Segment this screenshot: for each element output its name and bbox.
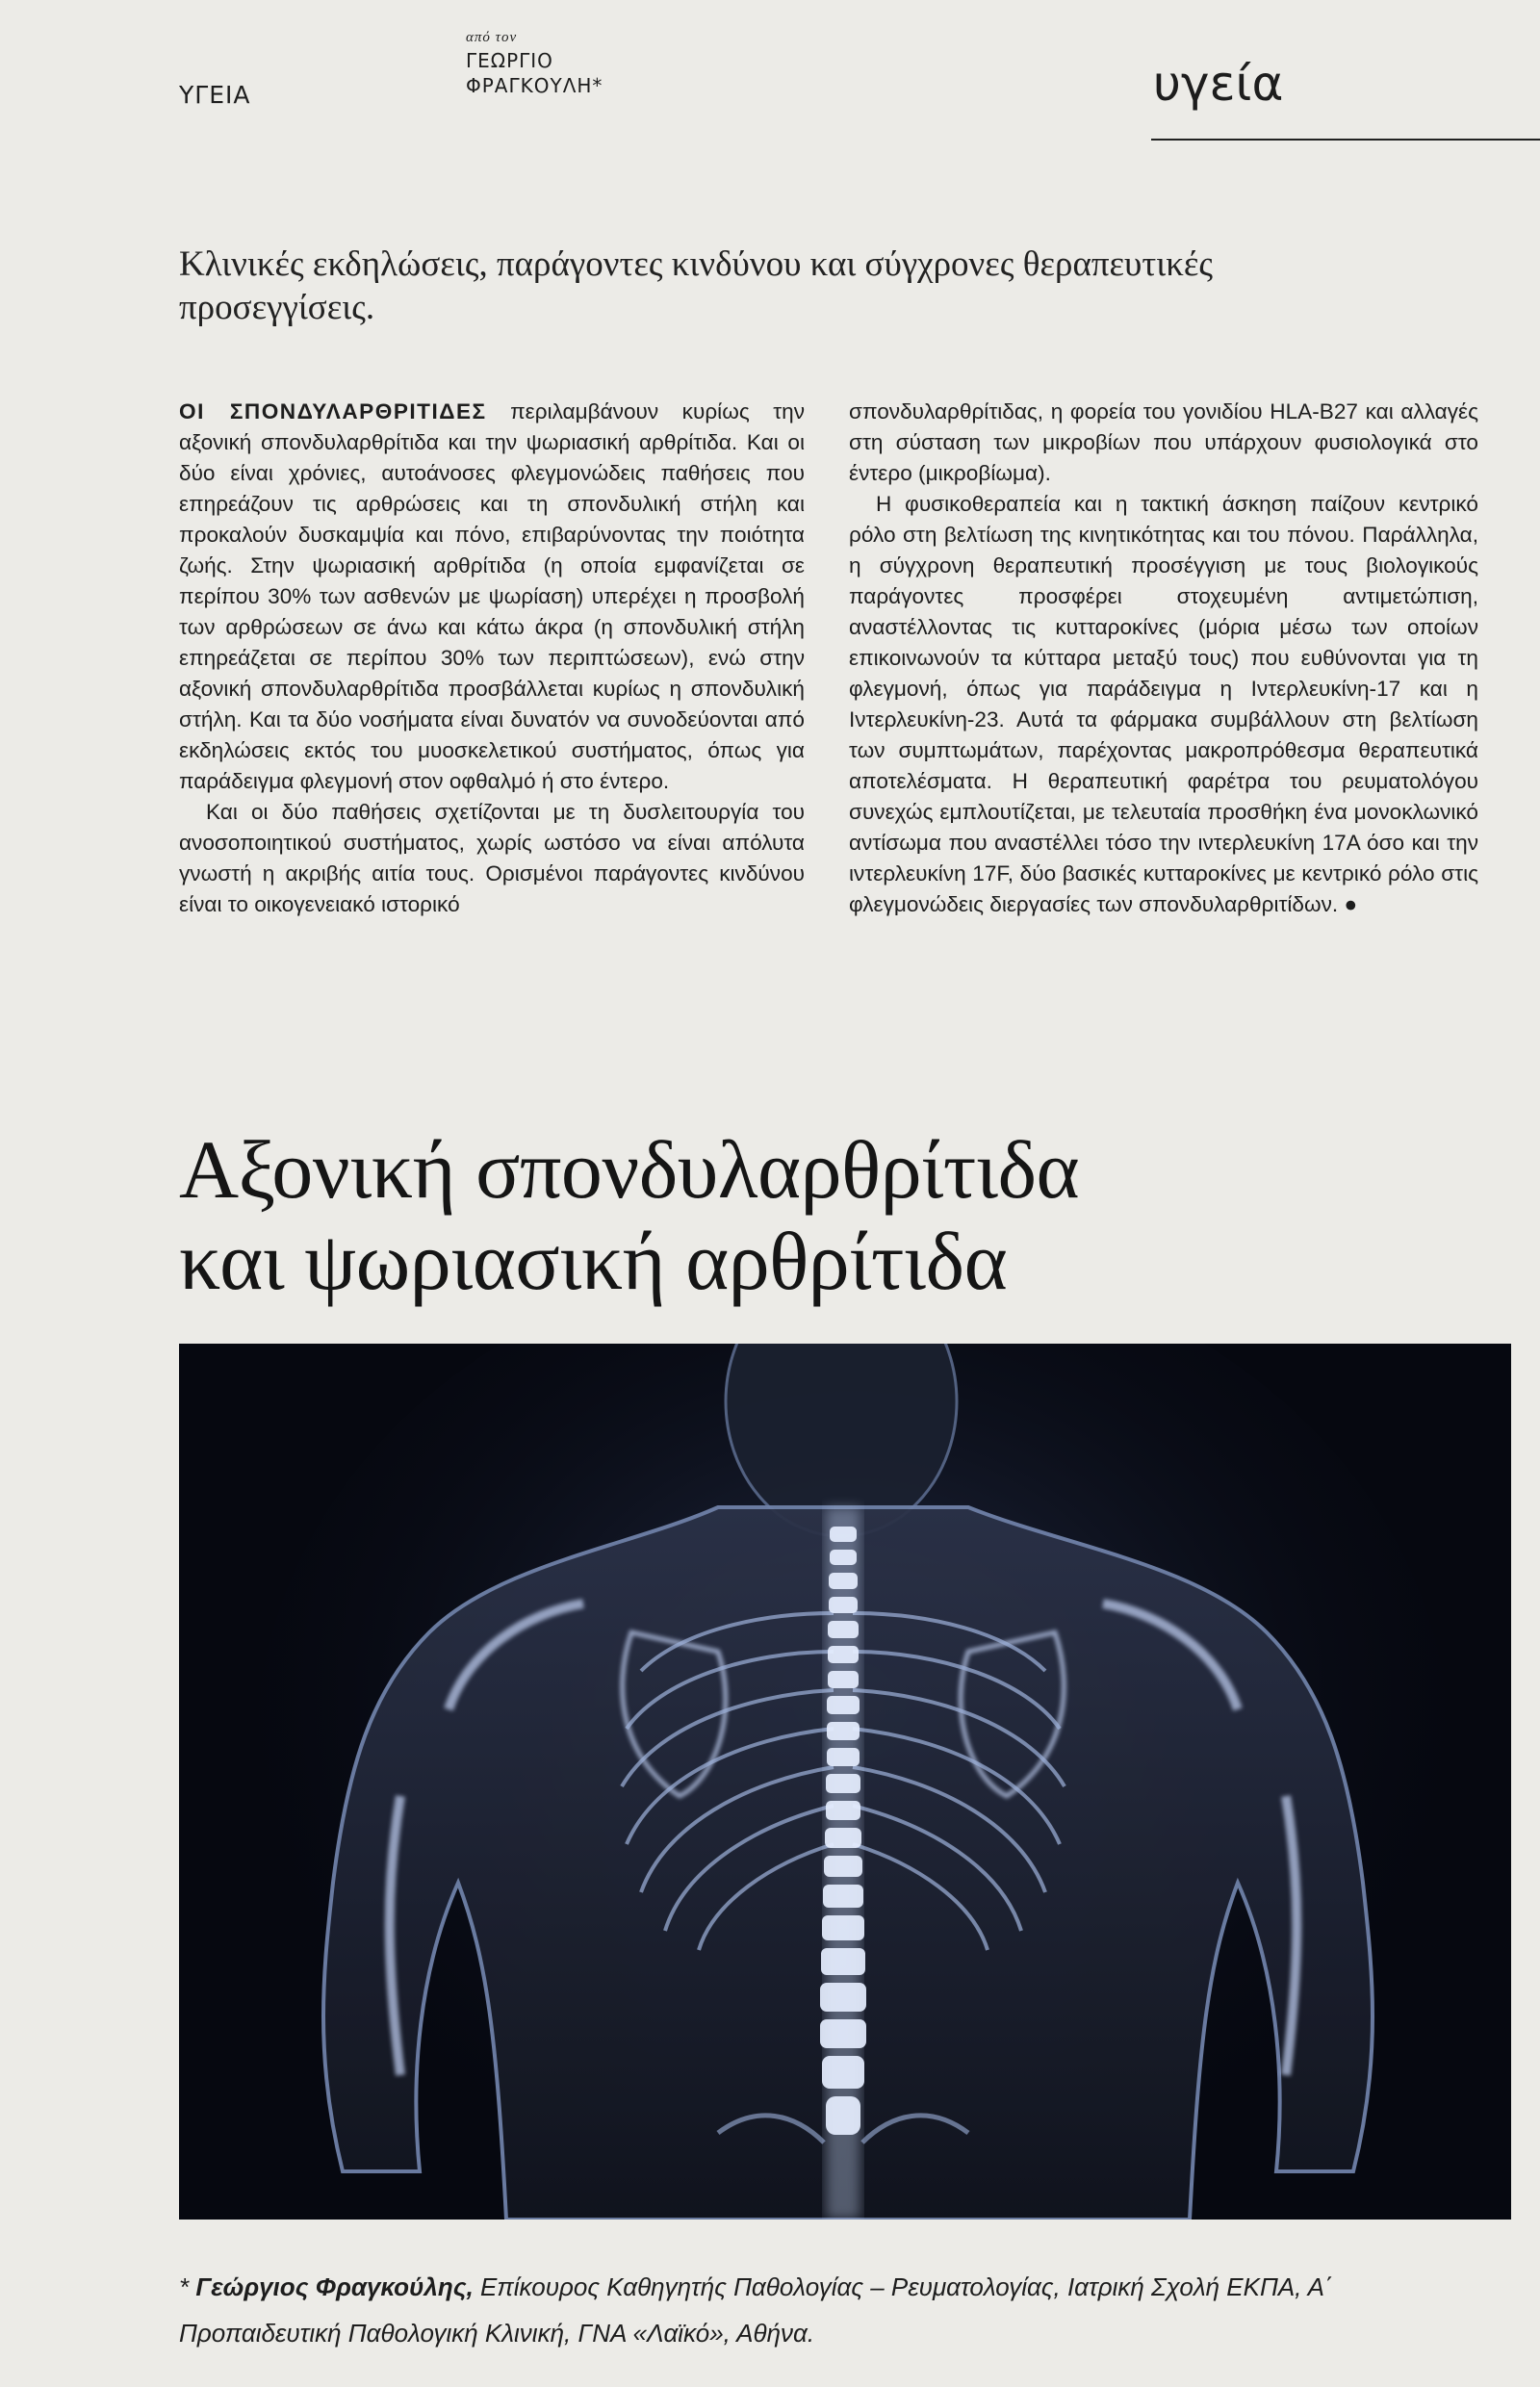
article-subtitle: Κλινικές εκδηλώσεις, παράγοντες κινδύνου και σύγχρονες θεραπευτικές προσεγγίσεις. (179, 244, 1214, 328)
text-column-right (849, 397, 1478, 920)
end-mark: ● (1344, 892, 1358, 916)
text-column-left (179, 397, 805, 920)
footnote-affiliation: Επίκουρος Καθηγητής Παθολογίας – Ρευματολογίας, Ιατρική Σχολή ΕΚΠΑ, Α΄ Προπαιδευτική Παθολογική Κλινική, ΓΝΑ «Λαϊκό», Αθήνα. (179, 2272, 1333, 2348)
header-rule (1151, 139, 1540, 141)
paragraph-text: Η φυσικοθεραπεία και η τακτική άσκηση παίζουν κεντρικό ρόλο στη βελτίωση της κινητικότητας και του πόνου. Παράλληλα, η σύγχρονη θεραπευτική προσέγγιση με τους βιολογικούς παράγοντες προσφέρει στοχευμένη αντιμετώπιση, αναστέλλοντας τις κυτταροκίνες (μόρια μέσω των οποίων επικοινωνούν τα κύτταρα μεταξύ τους) που ευθύνονται για τη φλεγμονή, όπως για παράδειγμα η Ιντερλευκίνη-17 και η Ιντερλευκίνη-23. Αυτά τα φάρμακα συμβάλλουν στη βελτίωση των συμπτωμάτων, παρέχοντας μακροπρόθεσμα θεραπευτικά αποτελέσματα. Η θεραπευτική φαρέτρα του ρευματολόγου συνεχώς εμπλουτίζεται, με τελευταία προσθήκη ένα μονοκλωνικό αντίσωμα που αναστέλλει τόσο την ιντερλευκίνη 17A όσο και την ιντερλευκίνη 17F, δύο βασικές κυτταροκίνες με κεντρικό ρόλο στις φλεγμονώδεις διεργασίες των σπονδυλαρθριτίδων. (849, 492, 1478, 916)
byline-prefix: από τον (466, 30, 518, 45)
footnote-marker: * (179, 2272, 196, 2301)
lead-in-caps: ΟΙ ΣΠΟΝΔΥΛΑΡΘΡΙΤΙΔΕΣ (179, 399, 487, 424)
paragraph-text: περιλαμβάνουν κυρίως την αξονική σπονδυλαρθρίτιδα και την ψωριασική αρθρίτιδα. Και οι δύο είναι χρόνιες, αυτοάνοσες φλεγμονώδεις παθήσεις που επηρεάζουν τις αρθρώσεις και τη σπονδυλική στήλη και προκαλούν δυσκαμψία και πόνο, επιβαρύνοντας την ποιότητα ζωής. Στην ψωριασική αρθρίτιδα (η οποία εμφανίζεται σε περίπου 30% των ασθενών με ψωρίαση) υπερέχει η προσβολή των αρθρώσεων σε άνω και κάτω άκρα (η σπονδυλική στήλη επηρεάζεται σε περίπου 30% των περιπτώσεων), ενώ στην αξονική σπονδυλαρθρίτιδα προσβάλλεται κυρίως η σπονδυλική στήλη. Και τα δύο νοσήματα είναι δυνατόν να συνοδεύονται από εκδηλώσεις εκτός του μυοσκελετικού συστήματος, όπως για παράδειγμα φλεγμονή στον οφθαλμό ή στο έντερο. (179, 399, 805, 793)
byline (466, 29, 603, 98)
paragraph: σπονδυλαρθρίτιδας, η φορεία του γονιδίου HLA-B27 και αλλαγές στη σύσταση των μικροβίων που υπάρχουν φυσιολογικά στο έντερο (μικροβίωμα). (849, 399, 1478, 485)
byline-name-line2: ΦΡΑΓΚΟΥΛΗ* (466, 73, 603, 97)
section-label: ΥΓΕΙΑ (179, 81, 251, 109)
xray-spine-graphic (179, 1344, 1511, 2220)
headline-line-2: και ψωριασική αρθρίτιδα (179, 1214, 1008, 1307)
headline-line-1: Αξονική σπονδυλαρθρίτιδα (179, 1123, 1080, 1216)
paragraph (849, 489, 1478, 920)
byline-name-line1: ΓΕΩΡΓΙΟ (466, 48, 553, 72)
footnote-author: Γεώργιος Φραγκούλης, (195, 2272, 474, 2301)
paragraph (179, 397, 805, 797)
xray-spine-illustration (179, 1344, 1511, 2220)
article-headline (179, 1124, 1079, 1306)
section-title: υγεία (1153, 56, 1284, 112)
paragraph: Και οι δύο παθήσεις σχετίζονται με τη δυσλειτουργία του ανοσοποιητικού συστήματος, χωρίς ωστόσο να είναι απόλυτα γνωστή η ακριβής αιτία τους. Ορισμένοι παράγοντες κινδύνου είναι το οικογενειακό ιστορικό (179, 800, 805, 916)
author-footnote (179, 2264, 1459, 2356)
